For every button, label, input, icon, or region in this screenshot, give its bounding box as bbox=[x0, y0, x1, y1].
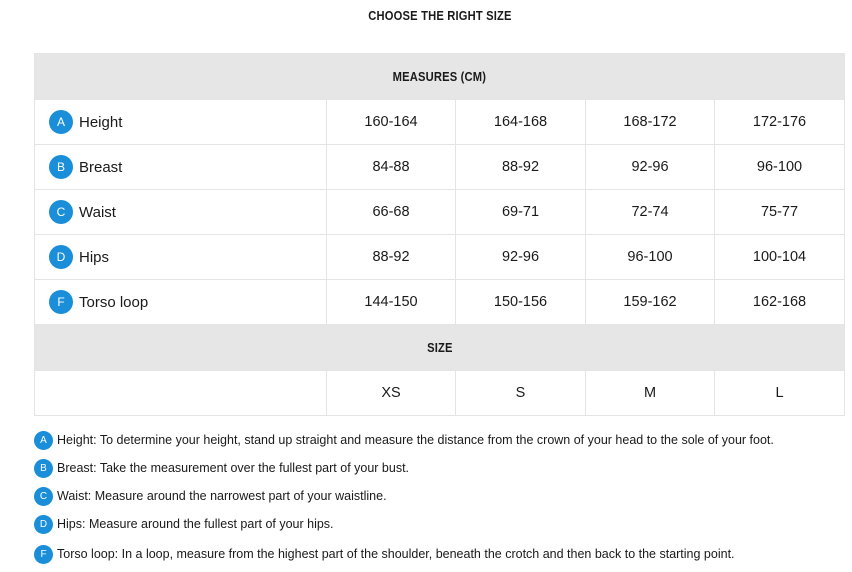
note-text: Waist: Measure around the narrowest part of your waistline. bbox=[57, 489, 387, 503]
measurement-notes bbox=[34, 426, 849, 568]
note-item bbox=[34, 426, 849, 454]
row-label-text: Height bbox=[79, 113, 123, 131]
badge-c-icon: C bbox=[34, 487, 53, 506]
badge-f-icon: F bbox=[34, 545, 53, 564]
size-row bbox=[35, 371, 845, 416]
table-cell: 96-100 bbox=[586, 235, 715, 280]
table-cell: 160-164 bbox=[327, 100, 456, 145]
note-item bbox=[34, 482, 849, 510]
measures-header-row bbox=[35, 54, 845, 100]
table-cell: 159-162 bbox=[586, 280, 715, 325]
table-row bbox=[35, 235, 845, 280]
badge-c-icon: C bbox=[49, 200, 73, 224]
row-label bbox=[35, 280, 327, 325]
row-label-text: Hips bbox=[79, 248, 110, 266]
table-cell: 75-77 bbox=[715, 190, 845, 235]
table-cell: 66-68 bbox=[327, 190, 456, 235]
badge-b-icon: B bbox=[49, 155, 73, 179]
note-text: Torso loop: In a loop, measure from the highest part of the shoulder, beneath the crotch and then back to the starting point. bbox=[57, 547, 735, 561]
table-row bbox=[35, 145, 845, 190]
table-cell: 100-104 bbox=[715, 235, 845, 280]
row-label bbox=[35, 145, 327, 190]
size-cell: XS bbox=[327, 371, 456, 416]
badge-d-icon: D bbox=[49, 245, 73, 269]
size-chart-table bbox=[34, 53, 845, 416]
table-cell: 72-74 bbox=[586, 190, 715, 235]
badge-b-icon: B bbox=[34, 459, 53, 478]
table-cell: 162-168 bbox=[715, 280, 845, 325]
table-cell: 168-172 bbox=[586, 100, 715, 145]
note-item bbox=[34, 540, 849, 568]
table-row bbox=[35, 280, 845, 325]
measures-header: MEASURES (CM) bbox=[35, 54, 845, 100]
table-cell: 84-88 bbox=[327, 145, 456, 190]
table-cell: 96-100 bbox=[715, 145, 845, 190]
size-cell: S bbox=[456, 371, 586, 416]
table-row bbox=[35, 100, 845, 145]
row-label-text: Torso loop bbox=[79, 293, 149, 311]
size-header-row bbox=[35, 325, 845, 371]
page-title: CHOOSE THE RIGHT SIZE bbox=[368, 8, 512, 23]
badge-a-icon: A bbox=[49, 110, 73, 134]
note-text: Breast: Take the measurement over the fullest part of your bust. bbox=[57, 461, 410, 475]
badge-d-icon: D bbox=[34, 515, 53, 534]
note-text: Height: To determine your height, stand up straight and measure the distance from the crown of your head to the sole of your foot. bbox=[57, 433, 774, 447]
row-label-text: Breast bbox=[79, 158, 123, 176]
badge-f-icon: F bbox=[49, 290, 73, 314]
table-cell: 172-176 bbox=[715, 100, 845, 145]
table-cell: 92-96 bbox=[456, 235, 586, 280]
badge-a-icon: A bbox=[34, 431, 53, 450]
size-cell: L bbox=[715, 371, 845, 416]
note-text: Hips: Measure around the fullest part of your hips. bbox=[57, 517, 334, 531]
table-cell: 164-168 bbox=[456, 100, 586, 145]
size-cell: M bbox=[586, 371, 715, 416]
table-cell: 69-71 bbox=[456, 190, 586, 235]
table-cell: 88-92 bbox=[327, 235, 456, 280]
table-row bbox=[35, 190, 845, 235]
table-cell: 92-96 bbox=[586, 145, 715, 190]
note-item bbox=[34, 454, 849, 482]
table-cell: 88-92 bbox=[456, 145, 586, 190]
size-row-empty-cell bbox=[35, 371, 327, 416]
table-cell: 144-150 bbox=[327, 280, 456, 325]
row-label-text: Waist bbox=[79, 203, 116, 221]
row-label bbox=[35, 100, 327, 145]
note-item bbox=[34, 510, 849, 538]
table-cell: 150-156 bbox=[456, 280, 586, 325]
row-label bbox=[35, 235, 327, 280]
row-label bbox=[35, 190, 327, 235]
size-header: SIZE bbox=[35, 325, 845, 371]
